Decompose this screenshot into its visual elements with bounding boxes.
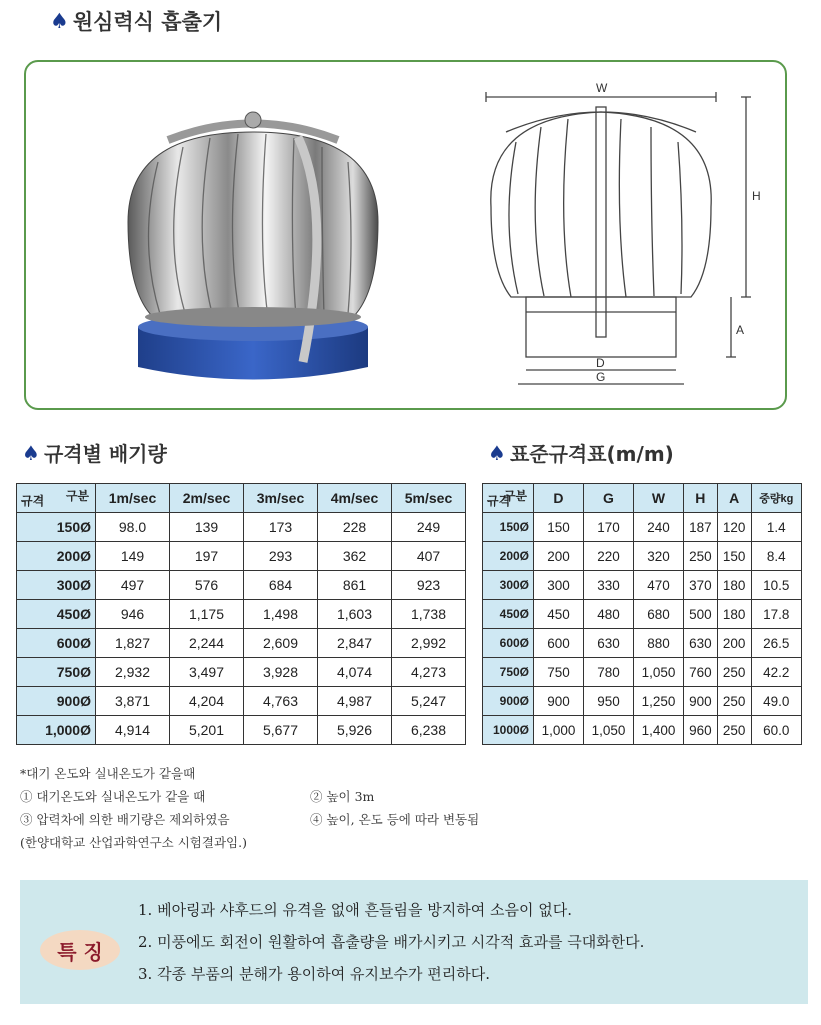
dimension-drawing [446,72,766,402]
notes-row [20,808,479,831]
table-cell: 139 [170,513,244,542]
main-title [50,6,222,36]
table-cell: 1,175 [170,600,244,629]
label-d: D [596,356,605,370]
table-cell: 150 [717,542,751,571]
notes [20,762,479,854]
table-corner: 구분 규격 [483,484,534,513]
table-cell: 2,609 [244,629,318,658]
table-cell: 946 [96,600,170,629]
table-cell: 10.5 [751,571,801,600]
table-cell: 330 [583,571,633,600]
table-cell: 630 [583,629,633,658]
row-header: 200Ø [483,542,534,571]
row-header: 150Ø [483,513,534,542]
table-cell: 3,497 [170,658,244,687]
spec-table [482,483,802,745]
product-image-box [24,60,787,410]
features-badge: 특 징 [40,930,120,970]
feature-item: 3. 각종 부품의 분해가 용이하여 유지보수가 편리하다. [138,965,490,983]
table-cell: 6,238 [392,716,466,745]
row-header: 150Ø [17,513,96,542]
notes-source: (한양대학교 산업과학연구소 시험결과임.) [20,835,247,850]
row-header: 300Ø [483,571,534,600]
table-cell: 42.2 [751,658,801,687]
table-cell: 197 [170,542,244,571]
table-cell: 250 [683,542,717,571]
table-cell: 2,847 [318,629,392,658]
features-box [20,880,808,1004]
table-cell: 497 [96,571,170,600]
table-cell: 250 [717,687,751,716]
table-cell: 4,987 [318,687,392,716]
table-cell: 250 [717,658,751,687]
spec-table-title-text: 표준규격표(m/m) [509,442,674,466]
table-cell: 630 [683,629,717,658]
table-cell: 680 [633,600,683,629]
spec-table-title [488,438,674,467]
table-cell: 923 [392,571,466,600]
column-header: G [583,484,633,513]
table-cell: 320 [633,542,683,571]
row-header: 750Ø [483,658,534,687]
table-row [483,542,802,571]
row-header: 450Ø [17,600,96,629]
note-4: ④ 높이, 온도 등에 따라 변동됨 [310,812,480,827]
column-header: 1m/sec [96,484,170,513]
spade-icon: ♠ [488,440,506,465]
table-cell: 60.0 [751,716,801,745]
table-row [483,571,802,600]
column-header: H [683,484,717,513]
table-cell: 780 [583,658,633,687]
table-cell: 49.0 [751,687,801,716]
table-cell: 4,074 [318,658,392,687]
table-cell: 170 [583,513,633,542]
table-cell: 1,050 [633,658,683,687]
label-h: H [752,189,761,203]
table-cell: 950 [583,687,633,716]
notes-row [20,785,479,808]
table-cell: 407 [392,542,466,571]
table-cell: 450 [534,600,584,629]
table-corner: 구분 규격 [17,484,96,513]
column-header: W [633,484,683,513]
table-cell: 173 [244,513,318,542]
table-cell: 8.4 [751,542,801,571]
table-cell: 4,763 [244,687,318,716]
column-header: D [534,484,584,513]
table-cell: 249 [392,513,466,542]
row-header: 600Ø [17,629,96,658]
column-header: 3m/sec [244,484,318,513]
table-cell: 180 [717,600,751,629]
table-cell: 1.4 [751,513,801,542]
column-header: 4m/sec [318,484,392,513]
table-cell: 2,992 [392,629,466,658]
table-cell: 149 [96,542,170,571]
table-cell: 180 [717,571,751,600]
table-row [17,513,466,542]
row-header: 450Ø [483,600,534,629]
column-header: 중량kg [751,484,801,513]
table-cell: 1,250 [633,687,683,716]
table-row [17,600,466,629]
table-cell: 576 [170,571,244,600]
table-cell: 300 [534,571,584,600]
table-cell: 4,273 [392,658,466,687]
table-cell: 120 [717,513,751,542]
table-row [17,658,466,687]
table-cell: 1,603 [318,600,392,629]
table-cell: 1,050 [583,716,633,745]
table-row [17,629,466,658]
column-header: 2m/sec [170,484,244,513]
feature-item: 1. 베아링과 샤후드의 유격을 없애 흔들림을 방지하여 소음이 없다. [138,901,572,919]
flow-table-title [22,438,167,467]
table-cell: 200 [534,542,584,571]
table-cell: 200 [717,629,751,658]
row-header: 1,000Ø [17,716,96,745]
flow-table-title-text: 규격별 배기량 [43,442,167,466]
table-cell: 150 [534,513,584,542]
table-row [483,687,802,716]
table-cell: 5,926 [318,716,392,745]
table-row [17,571,466,600]
table-row [17,687,466,716]
row-header: 900Ø [17,687,96,716]
table-cell: 228 [318,513,392,542]
row-header: 900Ø [483,687,534,716]
table-cell: 3,871 [96,687,170,716]
notes-header: *대기 온도와 실내온도가 같을때 [20,766,196,781]
table-cell: 240 [633,513,683,542]
column-header: A [717,484,751,513]
label-a: A [736,323,745,337]
table-cell: 4,914 [96,716,170,745]
table-cell: 1,400 [633,716,683,745]
table-cell: 880 [633,629,683,658]
row-header: 200Ø [17,542,96,571]
table-cell: 480 [583,600,633,629]
feature-item: 2. 미풍에도 회전이 원활하여 흡출량을 배가시키고 시각적 효과를 극대화한다. [138,933,645,951]
spade-icon: ♠ [50,9,69,33]
table-cell: 760 [683,658,717,687]
features-list [138,894,644,990]
label-g: G [596,370,606,384]
row-header: 300Ø [17,571,96,600]
table-row [483,658,802,687]
table-cell: 861 [318,571,392,600]
table-cell: 2,244 [170,629,244,658]
table-cell: 17.8 [751,600,801,629]
spade-icon: ♠ [22,440,40,465]
main-title-text: 원심력식 흡출기 [72,10,223,34]
table-cell: 220 [583,542,633,571]
row-header: 600Ø [483,629,534,658]
table-cell: 900 [534,687,584,716]
row-header: 1000Ø [483,716,534,745]
table-cell: 98.0 [96,513,170,542]
table-row [17,542,466,571]
table-row [483,513,802,542]
table-row [17,716,466,745]
table-cell: 2,932 [96,658,170,687]
table-cell: 600 [534,629,584,658]
table-row [483,716,802,745]
table-cell: 1,738 [392,600,466,629]
table-cell: 900 [683,687,717,716]
table-cell: 293 [244,542,318,571]
table-cell: 1,498 [244,600,318,629]
table-cell: 187 [683,513,717,542]
note-1: ① 대기온도와 실내온도가 같을 때 [20,789,206,804]
table-cell: 750 [534,658,584,687]
table-cell: 470 [633,571,683,600]
table-header-row [483,484,802,513]
table-cell: 684 [244,571,318,600]
table-cell: 26.5 [751,629,801,658]
table-header-row [17,484,466,513]
table-cell: 500 [683,600,717,629]
row-header: 750Ø [17,658,96,687]
table-cell: 4,204 [170,687,244,716]
table-cell: 362 [318,542,392,571]
table-row [483,600,802,629]
table-cell: 960 [683,716,717,745]
table-cell: 370 [683,571,717,600]
table-cell: 5,247 [392,687,466,716]
note-3: ③ 압력차에 의한 배기량은 제외하였음 [20,812,230,827]
label-w: W [596,81,608,95]
table-cell: 5,677 [244,716,318,745]
table-cell: 1,000 [534,716,584,745]
table-cell: 250 [717,716,751,745]
table-cell: 1,827 [96,629,170,658]
ventilator-photo [98,92,408,382]
table-cell: 3,928 [244,658,318,687]
column-header: 5m/sec [392,484,466,513]
flow-table [16,483,466,745]
note-2: ② 높이 3m [310,789,375,804]
table-cell: 5,201 [170,716,244,745]
table-row [483,629,802,658]
